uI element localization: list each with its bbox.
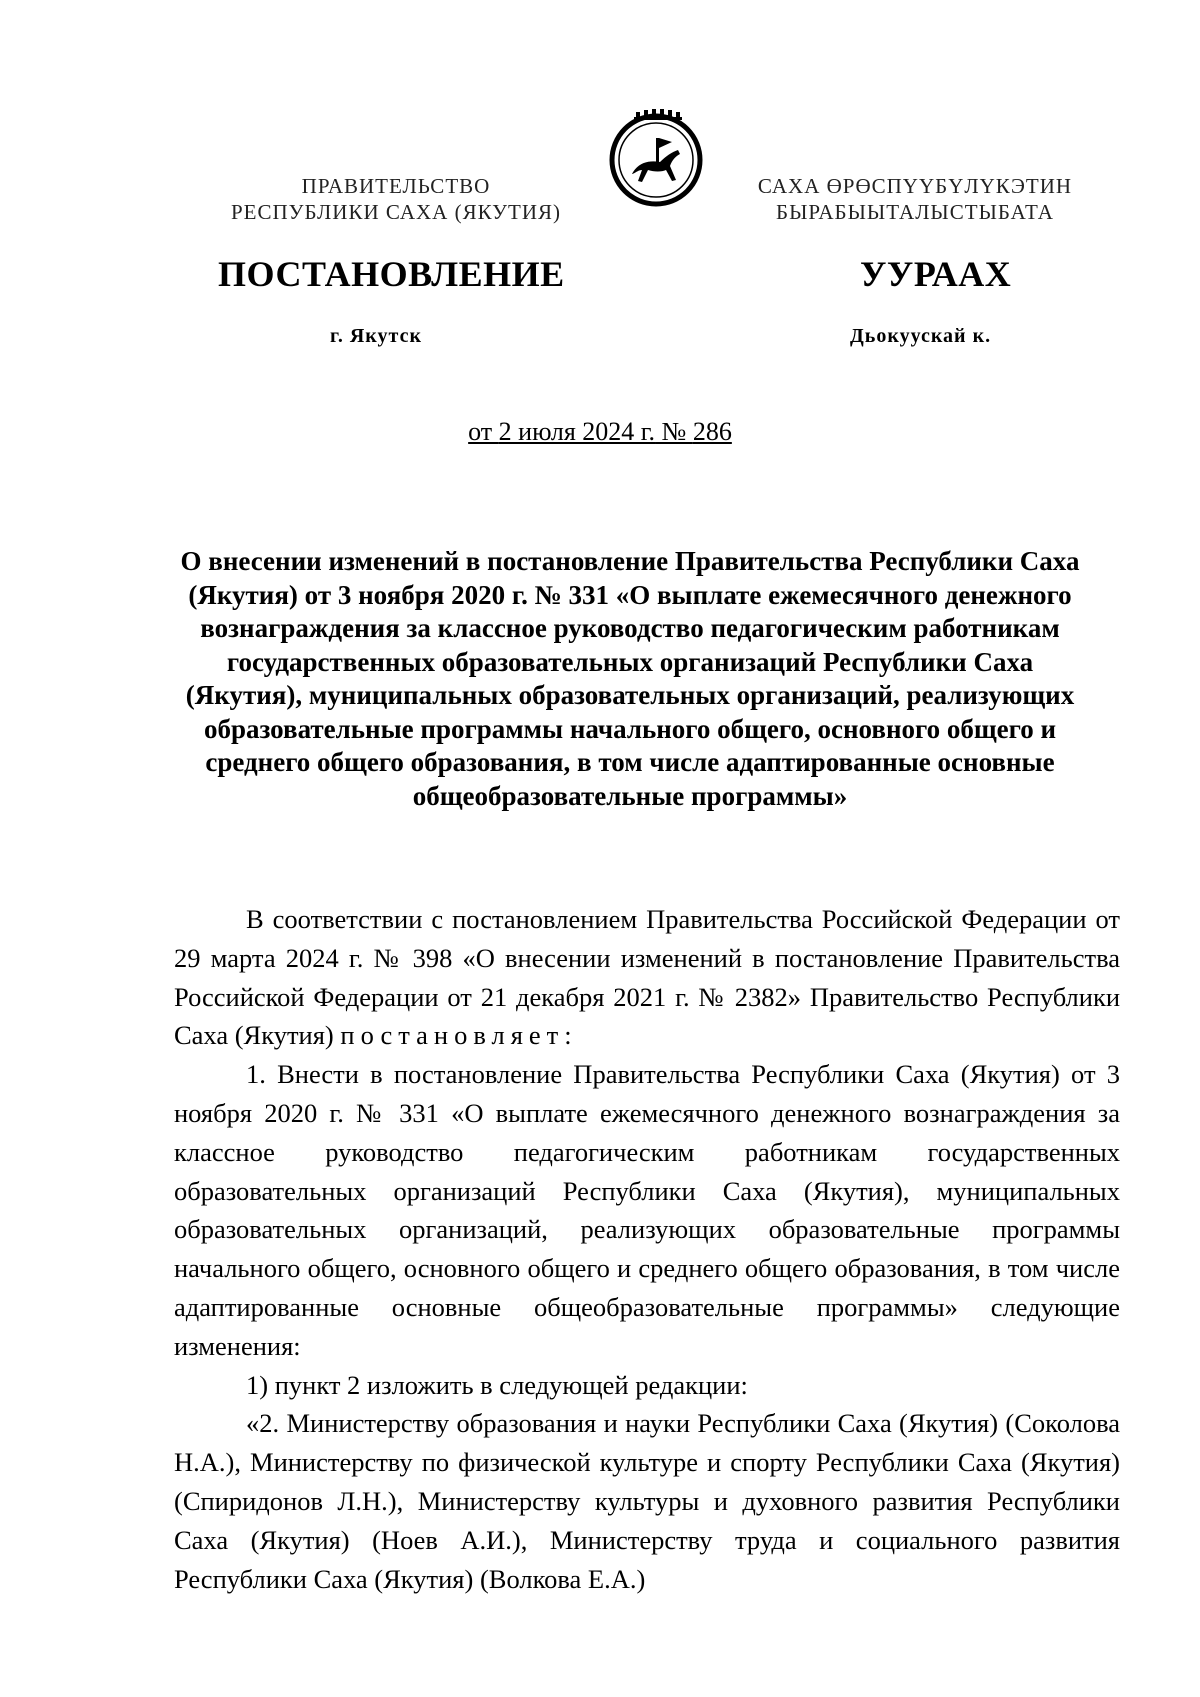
coat-of-arms-icon xyxy=(606,108,706,208)
body-paragraph-1-spaced: постановляет: xyxy=(340,1020,578,1051)
decree-number-sign: № xyxy=(655,417,693,446)
decree-date: 2 июля 2024 г. xyxy=(498,417,656,446)
decree-date-line xyxy=(0,417,1200,447)
government-name-sakha xyxy=(730,173,1100,225)
body-paragraph-4: «2. Министерству образования и науки Республики Саха (Якутия) (Соколова Н.А.), Министерству по физической культуре и спорту Республики Саха (Якутия) (Спиридонов Л.Н.), Министерству культуры и духовного развития Республики Саха (Якутия) (Ноев А.И.), Министерству труда и социального развития Республики Саха (Якутия) (Волкова Е.А.) xyxy=(174,1408,1120,1594)
body-paragraph-3: 1) пункт 2 изложить в следующей редакции: xyxy=(246,1369,748,1400)
government-name-ru xyxy=(176,173,616,225)
government-name-ru-line1: ПРАВИТЕЛЬСТВО xyxy=(301,174,491,198)
city-ru: г. Якутск xyxy=(330,325,422,347)
body-paragraph-2: 1. Внести в постановление Правительства Республики Саха (Якутия) от 3 ноября 2020 г. № 331 «О выплате ежемесячного денежного вознаграждения за классное руководство педагогическим работникам государственных образовательных организаций Республики Саха (Якутия), муниципальных образовательных организаций, реализующих образовательные программы начального общего, основного общего и среднего общего образования, в том числе адаптированные основные общеобразовательные программы» следующие изменения: xyxy=(174,1059,1120,1361)
decree-subject: О внесении изменений в постановление Правительства Республики Саха (Якутия) от 3 ноября 2020 г. № 331 «О выплате ежемесячного денежного вознаграждения за классное руководство педагогическим работникам государственных образовательных организаций Республики Саха (Якутия), муниципальных образовательных организаций, реализующих образовательные программы начального общего, основного общего и среднего общего образования, в том числе адаптированные основные общеобразовательные программы» xyxy=(180,546,1080,811)
body-paragraph-1-text: В соответствии с постановлением Правительства Российской Федерации от 29 марта 2024 г. № 398 «О внесении изменений в постановление Правительства Российской Федерации от 21 декабря 2021 г. № 2382» Правительство Республики Саха (Якутия) xyxy=(174,904,1120,1051)
decree-body xyxy=(174,900,1120,1598)
government-name-sakha-line1: САХА ӨРӨСПҮҮБҮЛҮКЭТИН xyxy=(757,174,1073,198)
city-sakha: Дьокуускай к. xyxy=(850,325,992,347)
decree-date-prefix: от xyxy=(468,417,499,446)
decree-number: 286 xyxy=(692,417,732,446)
body-paragraph-1 xyxy=(174,900,1120,1055)
decree-title-sakha: УУРААХ xyxy=(860,254,1012,294)
government-name-sakha-line2: БЫРАБЫЫТАЛЫСТЫБАТА xyxy=(776,200,1054,224)
decree-title-ru: ПОСТАНОВЛЕНИЕ xyxy=(218,254,565,294)
government-name-ru-line2: РЕСПУБЛИКИ САХА (ЯКУТИЯ) xyxy=(230,200,562,224)
